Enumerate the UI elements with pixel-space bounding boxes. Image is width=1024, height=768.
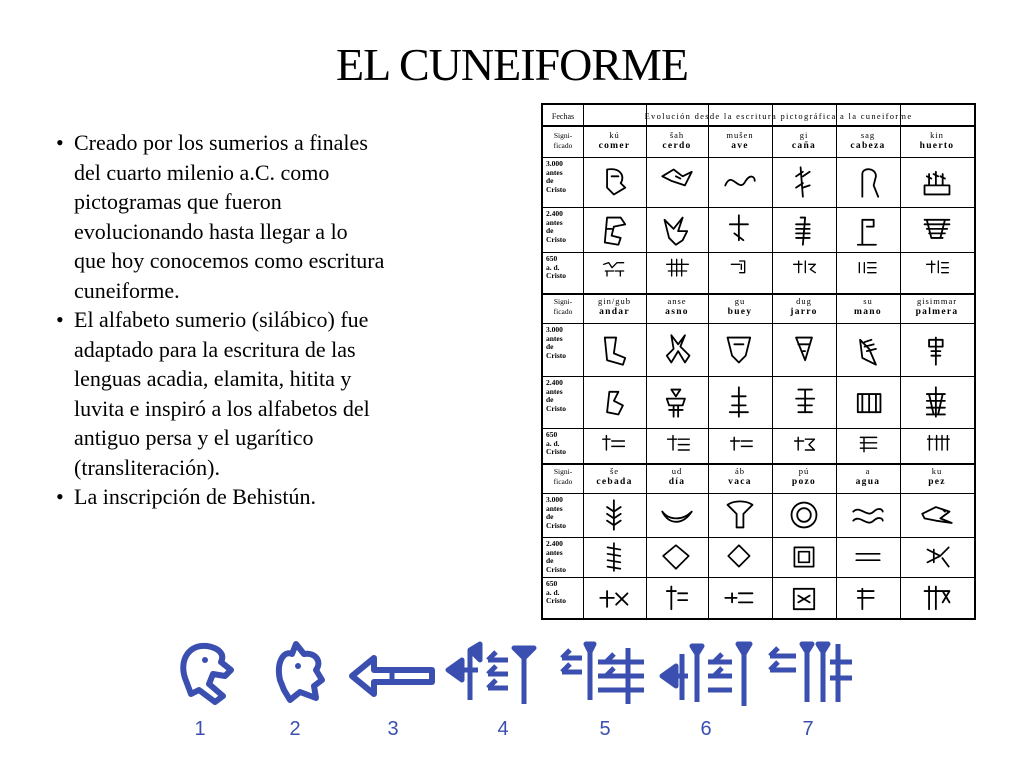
period-label-line: Cristo (546, 350, 566, 360)
bullet-line: (transliteración). (74, 454, 220, 480)
table-gridline (583, 105, 584, 618)
meaning-row-label (543, 131, 583, 151)
period-label-line: antes (546, 386, 563, 396)
bullet-line: Creado por los sumerios a finales (74, 130, 368, 155)
cuneiform-sign-icon (723, 165, 757, 199)
dates-column-header: Fechas (551, 111, 575, 121)
cuneiform-evolution-table (541, 103, 976, 620)
cuneiform-sign-icon (925, 256, 950, 281)
meaning-label-line: Signi- (553, 131, 573, 140)
period-label (543, 326, 583, 360)
period-label (543, 160, 583, 194)
cuneiform-sign-icon (920, 582, 954, 616)
cuneiform-sign-icon (920, 498, 954, 532)
transliteration: gi (799, 130, 809, 140)
transliteration: anse (667, 296, 687, 306)
slide-title: EL CUNEIFORME (335, 39, 688, 90)
spanish-meaning: pez (928, 477, 946, 487)
cuneiform-sign-icon (728, 256, 753, 281)
evolution-stage-7-icon (766, 640, 854, 706)
table-gridline (543, 125, 974, 127)
evolution-stage-5-icon (558, 640, 648, 706)
cuneiform-sign-icon (723, 582, 757, 616)
cuneiform-sign-icon (598, 582, 632, 616)
sign-meaning-cell (836, 466, 900, 488)
table-gridline (543, 493, 974, 494)
cuneiform-sign-icon (787, 498, 821, 532)
cuneiform-sign-icon (665, 256, 690, 281)
cuneiform-sign-icon (920, 213, 954, 247)
cuneiform-sign-icon (599, 541, 631, 573)
period-label-line: de (546, 395, 554, 404)
cuneiform-sign-icon (660, 582, 694, 616)
period-label-line: antes (546, 503, 563, 513)
cuneiform-sign-icon (787, 385, 821, 419)
sign-meaning-cell (646, 466, 708, 488)
period-label-line: antes (546, 167, 563, 177)
spanish-meaning: palmera (915, 307, 959, 317)
bullet-line: lenguas acadia, elamita, hitita y (74, 366, 352, 391)
sign-meaning-cell (836, 296, 900, 318)
cuneiform-sign-icon (920, 165, 954, 199)
cuneiform-sign-icon (660, 333, 694, 367)
transliteration: gin/gub (598, 296, 631, 306)
bullet-line: que hoy conocemos como escritura (74, 248, 385, 273)
cuneiform-sign-icon (660, 213, 694, 247)
period-label-line: Cristo (546, 520, 566, 530)
meaning-label-line: ficado (553, 477, 573, 486)
period-label-line: de (546, 226, 554, 235)
evolution-stage-number: 4 (497, 718, 509, 740)
evolution-stage-number: 7 (802, 718, 814, 740)
cuneiform-sign-icon (851, 385, 885, 419)
bullet-dot: • (56, 307, 64, 332)
period-label-line: 650 (546, 254, 558, 263)
period-label (543, 580, 583, 606)
period-label-line: Cristo (546, 271, 566, 280)
transliteration: su (863, 296, 873, 306)
period-label (543, 431, 583, 457)
period-label-line: 3.000 (546, 159, 563, 168)
evolution-stage-number: 1 (194, 718, 206, 740)
cuneiform-sign-icon (788, 541, 820, 573)
transliteration: gu (734, 296, 746, 306)
evolution-stage-number: 5 (599, 718, 611, 740)
cuneiform-sign-icon (856, 256, 881, 281)
cuneiform-sign-icon (660, 165, 694, 199)
sign-meaning-cell (900, 130, 974, 152)
transliteration: gisimmar (916, 296, 958, 306)
cuneiform-sign-icon (664, 432, 691, 459)
spanish-meaning: asno (665, 307, 689, 317)
cuneiform-sign-icon (598, 498, 632, 532)
period-label-line: 2.400 (546, 539, 563, 548)
period-label-line: de (546, 342, 554, 351)
cuneiform-sign-icon (661, 541, 693, 573)
spanish-meaning: día (668, 477, 686, 487)
period-label-line: Cristo (546, 403, 566, 413)
cuneiform-sign-icon (724, 541, 756, 573)
meaning-row-label (543, 467, 583, 487)
spanish-meaning: huerto (919, 141, 955, 151)
period-label-line: 2.400 (546, 378, 563, 387)
evolution-stage-3-icon (348, 640, 436, 706)
table-gridline (543, 323, 974, 324)
period-label-line: 650 (546, 579, 558, 588)
transliteration: kú (609, 130, 620, 140)
period-label (543, 496, 583, 530)
sign-meaning-cell (646, 296, 708, 318)
transliteration: pú (798, 466, 810, 476)
spanish-meaning: cebada (596, 477, 633, 487)
bullet-dot: • (56, 130, 64, 155)
period-label-line: 3.000 (546, 325, 563, 334)
bullet-line: antiguo persa y el ugarítico (74, 425, 314, 450)
cuneiform-sign-icon (723, 498, 757, 532)
table-gridline (543, 376, 974, 377)
table-gridline (836, 105, 837, 618)
cuneiform-sign-icon (598, 213, 632, 247)
evolution-stage-1-icon (175, 640, 237, 706)
cuneiform-sign-icon (723, 213, 757, 247)
cuneiform-sign-icon (598, 333, 632, 367)
cuneiform-sign-icon (787, 213, 821, 247)
cuneiform-sign-icon (727, 432, 754, 459)
cuneiform-sign-icon (851, 333, 885, 367)
bullet-line: adaptado para la escritura de las (74, 336, 356, 362)
cuneiform-sign-icon (851, 582, 885, 616)
sign-meaning-cell (772, 466, 836, 488)
cuneiform-sign-icon (601, 432, 628, 459)
spanish-meaning: jarro (790, 307, 818, 317)
meaning-label-line: Signi- (553, 297, 573, 306)
meaning-label-line: Signi- (553, 467, 573, 476)
spanish-meaning: vaca (728, 477, 752, 487)
evolution-stage-number: 3 (387, 718, 399, 740)
period-label-line: a. d. (546, 587, 560, 597)
cuneiform-sign-icon (851, 498, 885, 532)
cuneiform-sign-icon (787, 165, 821, 199)
cuneiform-sign-icon (792, 256, 817, 281)
cuneiform-sign-icon (787, 582, 821, 616)
cuneiform-sign-icon (723, 333, 757, 367)
transliteration: ud (671, 466, 683, 476)
period-label-line: Cristo (546, 184, 566, 194)
period-label (543, 379, 583, 413)
sign-meaning-cell (583, 466, 646, 488)
transliteration: šah (669, 130, 685, 140)
meaning-row-label (543, 297, 583, 317)
spanish-meaning: cabeza (850, 141, 886, 151)
spanish-meaning: pozo (791, 477, 817, 487)
evolution-stage-2-icon (270, 640, 326, 706)
period-label-line: Cristo (546, 596, 566, 605)
cuneiform-sign-icon (851, 213, 885, 247)
sign-meaning-cell (708, 130, 772, 152)
period-label-line: antes (546, 333, 563, 343)
cuneiform-sign-icon (660, 498, 694, 532)
transliteration: kin (930, 130, 944, 140)
bullet-line: luvita e inspiró a los alfabetos del (74, 395, 370, 421)
spanish-meaning: ave (731, 141, 749, 151)
period-label-line: a. d. (546, 262, 560, 272)
sign-meaning-cell (583, 296, 646, 318)
cuneiform-evolution-strip (170, 640, 860, 750)
transliteration: áb (734, 466, 746, 476)
cuneiform-sign-icon (598, 385, 632, 419)
transliteration: ku (931, 466, 943, 476)
bullet-line: La inscripción de Behistún. (74, 484, 316, 509)
cuneiform-sign-icon (723, 385, 757, 419)
transliteration: dug (796, 296, 812, 306)
period-label-line: Cristo (546, 234, 566, 244)
transliteration: mušen (726, 130, 754, 140)
bullet-item (52, 482, 492, 512)
table-gridline (543, 293, 974, 295)
evolution-stage-number: 2 (289, 718, 301, 740)
period-label-line: antes (546, 217, 563, 227)
period-label-line: a. d. (546, 438, 560, 448)
spanish-meaning: cerdo (662, 141, 692, 151)
bullet-list (52, 128, 492, 512)
table-gridline (900, 105, 901, 618)
bullet-line: El alfabeto sumerio (silábico) fue (74, 307, 369, 332)
sign-meaning-cell (646, 130, 708, 152)
table-gridline (543, 577, 974, 578)
table-gridline (543, 428, 974, 429)
spanish-meaning: agua (855, 477, 881, 487)
period-label-line: de (546, 512, 554, 521)
period-label (543, 210, 583, 244)
table-gridline (708, 105, 709, 618)
table-gridline (543, 463, 974, 465)
table-gridline (646, 105, 647, 618)
cuneiform-sign-icon (852, 541, 884, 573)
spanish-meaning: mano (854, 307, 882, 317)
cuneiform-sign-icon (787, 333, 821, 367)
period-label-line: Cristo (546, 564, 566, 574)
transliteration: sag (860, 130, 876, 140)
period-label-line: 650 (546, 430, 558, 439)
cuneiform-sign-icon (851, 165, 885, 199)
table-gridline (543, 537, 974, 538)
sign-meaning-cell (772, 130, 836, 152)
sign-meaning-cell (708, 296, 772, 318)
cuneiform-sign-icon (920, 385, 954, 419)
spanish-meaning: buey (727, 307, 753, 317)
bullet-dot: • (56, 484, 64, 509)
table-gridline (772, 105, 773, 618)
spanish-meaning: comer (598, 141, 631, 151)
table-title: Evolución desde la escritura pictográfica a la cuneiforme (644, 111, 913, 121)
table-gridline (543, 157, 974, 158)
transliteration: še (609, 466, 620, 476)
sign-meaning-cell (900, 466, 974, 488)
spanish-meaning: andar (599, 307, 630, 317)
sign-meaning-cell (708, 466, 772, 488)
evolution-stage-4-icon (444, 640, 540, 706)
sign-meaning-cell (772, 296, 836, 318)
period-label (543, 255, 583, 281)
bullet-line: del cuarto milenio a.C. como (74, 159, 330, 185)
meaning-label-line: ficado (553, 307, 573, 316)
evolution-stage-number: 6 (700, 718, 712, 740)
sign-meaning-cell (836, 130, 900, 152)
period-label-line: de (546, 556, 554, 565)
table-gridline (543, 252, 974, 253)
cuneiform-sign-icon (921, 541, 953, 573)
period-label-line: 3.000 (546, 495, 563, 504)
period-label-line: antes (546, 547, 563, 557)
period-label (543, 540, 583, 574)
cuneiform-sign-icon (920, 333, 954, 367)
cuneiform-sign-icon (791, 432, 818, 459)
bullet-line: cuneiforme. (74, 277, 180, 303)
period-label-line: 2.400 (546, 209, 563, 218)
period-label-line: Cristo (546, 447, 566, 456)
table-gridline (543, 207, 974, 208)
bullet-item (52, 305, 492, 482)
evolution-stage-6-icon (658, 640, 754, 706)
bullet-item (52, 128, 492, 305)
period-label-line: de (546, 176, 554, 185)
sign-meaning-cell (900, 296, 974, 318)
cuneiform-sign-icon (602, 256, 627, 281)
spanish-meaning: caña (791, 141, 817, 151)
cuneiform-sign-icon (660, 385, 694, 419)
bullet-line: pictogramas que fueron (74, 189, 282, 214)
cuneiform-sign-icon (598, 165, 632, 199)
cuneiform-sign-icon (855, 432, 882, 459)
cuneiform-sign-icon (924, 432, 951, 459)
sign-meaning-cell (583, 130, 646, 152)
bullet-line: evolucionando hasta llegar a lo (74, 218, 348, 244)
transliteration: a (865, 466, 871, 476)
meaning-label-line: ficado (553, 141, 573, 150)
